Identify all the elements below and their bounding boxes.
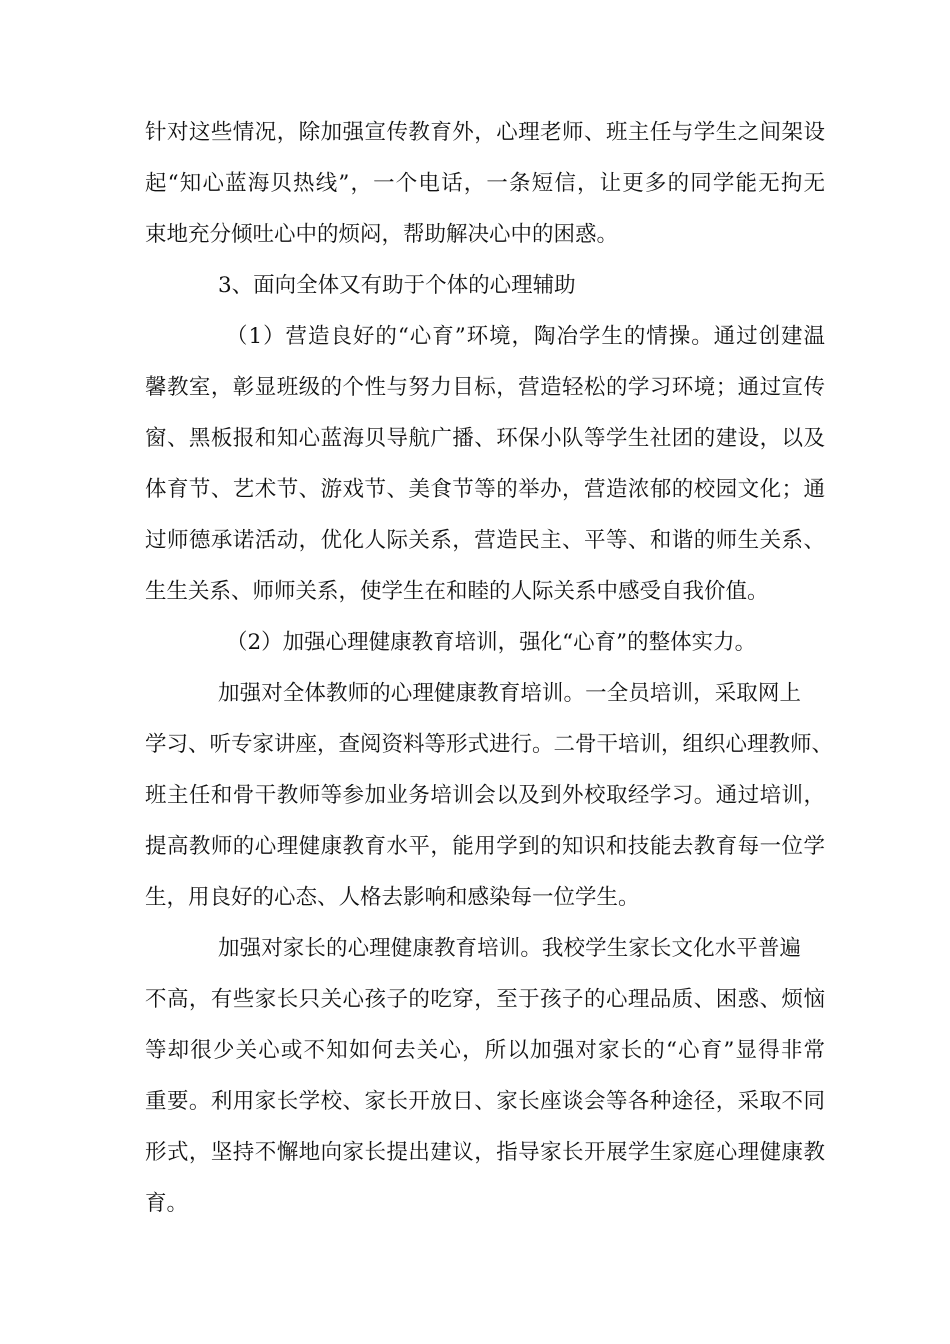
paragraph-line: 提高教师的心理健康教育水平，能用学到的知识和技能去教育每一位学 xyxy=(145,834,825,859)
paragraph-line: 生生关系、师师关系，使学生在和睦的人际关系中感受自我价值。 xyxy=(145,579,769,604)
paragraph-line: 起“知心蓝海贝热线”，一个电话，一条短信，让更多的同学能无拘无 xyxy=(145,171,825,196)
paragraph-line: 不高，有些家长只关心孩子的吃穿，至于孩子的心理品质、困惑、烦恼 xyxy=(145,987,825,1012)
paragraph-line: 馨教室，彰显班级的个性与努力目标，营造轻松的学习环境；通过宣传 xyxy=(145,375,825,400)
paragraph-line: 生，用良好的心态、人格去影响和感染每一位学生。 xyxy=(145,885,640,910)
paragraph-line: 过师德承诺活动，优化人际关系，营造民主、平等、和谐的师生关系、 xyxy=(145,528,825,553)
paragraph-line: 窗、黑板报和知心蓝海贝导航广播、环保小队等学生社团的建设，以及 xyxy=(145,426,825,451)
paragraph-line: 加强对家长的心理健康教育培训。我校学生家长文化水平普遍 xyxy=(218,936,801,961)
paragraph-line: 加强对全体教师的心理健康教育培训。一全员培训，采取网上 xyxy=(218,681,801,706)
paragraph-line: 育。 xyxy=(145,1191,189,1216)
paragraph-line: 形式，坚持不懈地向家长提出建议，指导家长开展学生家庭心理健康教 xyxy=(145,1140,825,1165)
paragraph-line: 学习、听专家讲座，查阅资料等形式进行。二骨干培训，组织心理教师、 xyxy=(145,732,834,757)
paragraph-line: 班主任和骨干教师等参加业务培训会以及到外校取经学习。通过培训， xyxy=(145,783,825,808)
section-heading: 3、面向全体又有助于个体的心理辅助 xyxy=(218,273,576,298)
paragraph-line: 针对这些情况，除加强宣传教育外，心理老师、班主任与学生之间架设 xyxy=(145,120,825,145)
paragraph-line: 等却很少关心或不知如何去关心，所以加强对家长的“心育”显得非常 xyxy=(145,1038,825,1063)
subsection-heading: （2）加强心理健康教育培训，强化“心育”的整体实力。 xyxy=(226,630,757,655)
paragraph-line: 重要。利用家长学校、家长开放日、家长座谈会等各种途径，采取不同 xyxy=(145,1089,825,1114)
paragraph-line: 体育节、艺术节、游戏节、美食节等的举办，营造浓郁的校园文化；通 xyxy=(145,477,825,502)
paragraph-line: 束地充分倾吐心中的烦闷，帮助解决心中的困惑。 xyxy=(145,222,619,247)
subsection-heading: （1）营造良好的“心育”环境，陶冶学生的情操。通过创建温 xyxy=(226,324,825,349)
